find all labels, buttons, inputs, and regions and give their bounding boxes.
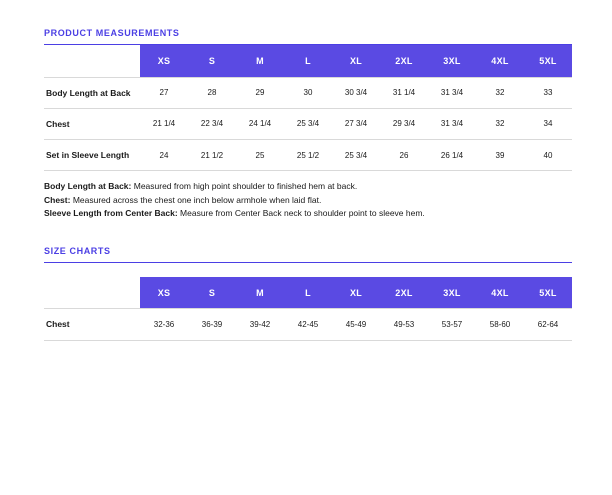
sc-cell-chest-2xl: 49-53 xyxy=(380,309,428,340)
cell-chest-xs: 21 1/4 xyxy=(140,108,188,139)
column-header-3xl: 3XL xyxy=(428,45,476,77)
sc-column-header-4xl: 4XL xyxy=(476,277,524,309)
cell-sleeve-4xl: 39 xyxy=(476,140,524,171)
sc-cell-chest-5xl: 62-64 xyxy=(524,309,572,340)
row-label-body-length: Body Length at Back xyxy=(44,77,140,108)
sc-cell-chest-m: 39-42 xyxy=(236,309,284,340)
cell-sleeve-m: 25 xyxy=(236,140,284,171)
table-row xyxy=(44,309,572,340)
column-header-m: M xyxy=(236,45,284,77)
row-label-sleeve-length: Set in Sleeve Length xyxy=(44,140,140,171)
cell-body-length-2xl: 31 1/4 xyxy=(380,77,428,108)
measurement-notes xyxy=(44,171,572,220)
cell-sleeve-s: 21 1/2 xyxy=(188,140,236,171)
sc-column-header-l: L xyxy=(284,277,332,309)
cell-chest-5xl: 34 xyxy=(524,108,572,139)
column-header-s: S xyxy=(188,45,236,77)
note-sleeve-length xyxy=(44,207,572,220)
cell-chest-3xl: 31 3/4 xyxy=(428,108,476,139)
note-body-length-text: Measured from high point shoulder to finished hem at back. xyxy=(131,181,358,192)
cell-sleeve-2xl: 26 xyxy=(380,140,428,171)
column-header-xs: XS xyxy=(140,45,188,77)
cell-sleeve-xl: 25 3/4 xyxy=(332,140,380,171)
sc-column-header-5xl: 5XL xyxy=(524,277,572,309)
size-charts-table-body xyxy=(44,309,572,340)
product-measurements-section xyxy=(44,28,572,220)
measurements-table xyxy=(44,45,572,171)
cell-body-length-5xl: 33 xyxy=(524,77,572,108)
sc-cell-chest-3xl: 53-57 xyxy=(428,309,476,340)
note-sleeve-length-key: Sleeve Length from Center Back: xyxy=(44,207,178,218)
cell-chest-4xl: 32 xyxy=(476,108,524,139)
cell-chest-m: 24 1/4 xyxy=(236,108,284,139)
sc-column-header-s: S xyxy=(188,277,236,309)
column-header-2xl: 2XL xyxy=(380,45,428,77)
size-charts-top-spacer xyxy=(44,263,572,277)
sc-cell-chest-s: 36-39 xyxy=(188,309,236,340)
section-title-measurements: PRODUCT MEASUREMENTS xyxy=(44,28,180,38)
note-chest-key: Chest: xyxy=(44,194,71,205)
sc-row-label-chest: Chest xyxy=(44,309,140,340)
cell-body-length-l: 30 xyxy=(284,77,332,108)
measurements-table-head xyxy=(44,45,572,77)
cell-body-length-3xl: 31 3/4 xyxy=(428,77,476,108)
section-spacer xyxy=(44,220,572,246)
sc-column-header-blank xyxy=(44,277,140,309)
size-charts-table-head xyxy=(44,277,572,309)
cell-sleeve-l: 25 1/2 xyxy=(284,140,332,171)
size-charts-section xyxy=(44,246,572,341)
table-row xyxy=(44,77,572,108)
cell-body-length-4xl: 32 xyxy=(476,77,524,108)
table-header-row xyxy=(44,45,572,77)
measurements-table-body xyxy=(44,77,572,171)
cell-sleeve-xs: 24 xyxy=(140,140,188,171)
section-title-size-charts: SIZE CHARTS xyxy=(44,245,111,256)
sc-cell-chest-l: 42-45 xyxy=(284,309,332,340)
cell-sleeve-3xl: 26 1/4 xyxy=(428,140,476,171)
sc-column-header-2xl: 2XL xyxy=(380,277,428,309)
column-header-xl: XL xyxy=(332,45,380,77)
sc-cell-chest-xs: 32-36 xyxy=(140,309,188,340)
cell-body-length-s: 28 xyxy=(188,77,236,108)
note-sleeve-length-text: Measure from Center Back neck to shoulder point to sleeve hem. xyxy=(177,207,425,218)
cell-body-length-m: 29 xyxy=(236,77,284,108)
cell-chest-l: 25 3/4 xyxy=(284,108,332,139)
sc-cell-chest-4xl: 58-60 xyxy=(476,309,524,340)
cell-sleeve-5xl: 40 xyxy=(524,140,572,171)
column-header-l: L xyxy=(284,45,332,77)
cell-body-length-xl: 30 3/4 xyxy=(332,77,380,108)
table-header-row xyxy=(44,277,572,309)
cell-chest-s: 22 3/4 xyxy=(188,108,236,139)
row-label-chest: Chest xyxy=(44,108,140,139)
note-chest xyxy=(44,194,572,207)
column-header-5xl: 5XL xyxy=(524,45,572,77)
sc-column-header-xl: XL xyxy=(332,277,380,309)
cell-chest-2xl: 29 3/4 xyxy=(380,108,428,139)
sc-column-header-xs: XS xyxy=(140,277,188,309)
table-row xyxy=(44,108,572,139)
note-body-length xyxy=(44,180,572,193)
size-charts-table xyxy=(44,277,572,341)
note-chest-text: Measured across the chest one inch below armhole when laid flat. xyxy=(70,194,322,205)
table-row xyxy=(44,140,572,171)
sc-column-header-3xl: 3XL xyxy=(428,277,476,309)
sc-cell-chest-xl: 45-49 xyxy=(332,309,380,340)
note-body-length-key: Body Length at Back: xyxy=(44,181,132,192)
sc-column-header-m: M xyxy=(236,277,284,309)
cell-chest-xl: 27 3/4 xyxy=(332,108,380,139)
column-header-blank xyxy=(44,45,140,77)
column-header-4xl: 4XL xyxy=(476,45,524,77)
cell-body-length-xs: 27 xyxy=(140,77,188,108)
